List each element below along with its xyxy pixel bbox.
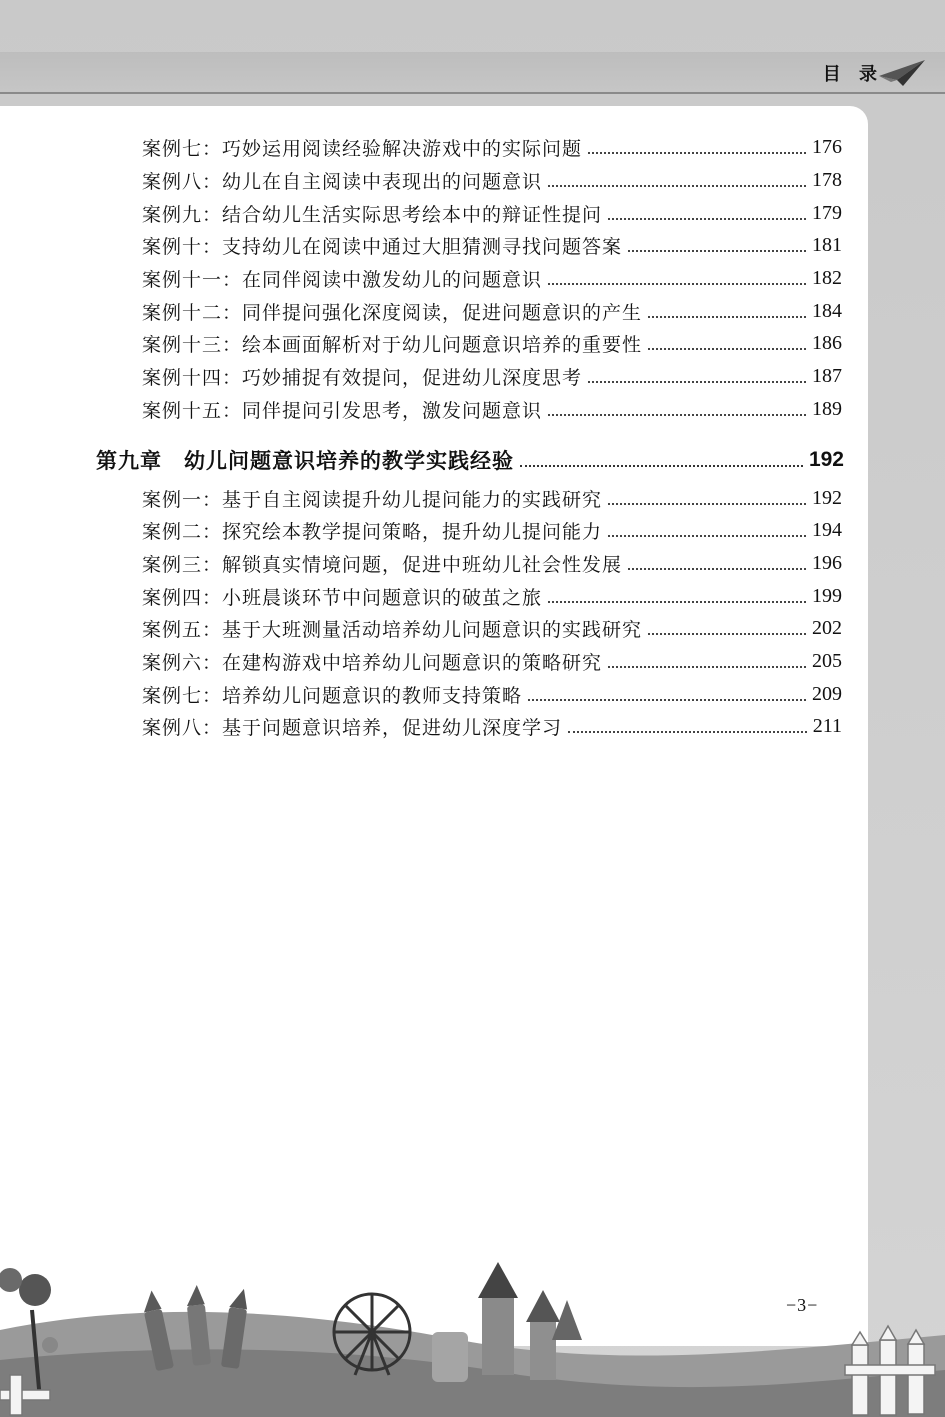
chapter-heading[interactable] — [96, 443, 844, 477]
toc-entry-title: 案例八：幼儿在自主阅读中表现出的问题意识 — [142, 170, 543, 193]
toc-entry[interactable] — [142, 197, 842, 229]
toc-entry[interactable] — [142, 678, 842, 710]
toc-entry-page: 194 — [812, 518, 842, 541]
leader-dots — [608, 662, 806, 668]
leader-dots — [648, 629, 806, 635]
toc-entry[interactable] — [142, 295, 842, 327]
toc-entry[interactable] — [142, 229, 842, 261]
leader-dots — [528, 695, 806, 701]
toc-entry-page: 205 — [812, 649, 842, 672]
leader-dots — [648, 344, 806, 350]
toc-entry[interactable] — [142, 580, 842, 612]
toc-entry-page: 199 — [812, 584, 842, 607]
chapter-page: 192 — [808, 448, 844, 471]
toc-entry[interactable] — [142, 393, 842, 425]
leader-dots — [568, 727, 807, 733]
crayon-icon — [140, 1284, 250, 1371]
toc-entry-page: 209 — [812, 682, 842, 705]
toc-entry-title: 案例十一：在同伴阅读中激发幼儿的问题意识 — [142, 268, 543, 291]
toc-entry-page: 179 — [812, 201, 842, 224]
footer-illustration — [0, 1240, 945, 1417]
toc-entry[interactable] — [142, 360, 842, 392]
toc-entry-page: 186 — [812, 331, 842, 354]
leader-dots — [608, 531, 806, 537]
toc-entry-title: 案例四：小班晨谈环节中问题意识的破茧之旅 — [142, 586, 543, 609]
toc-entry[interactable] — [142, 645, 842, 677]
toc-entry-page: 202 — [812, 616, 842, 639]
toc-entry-page: 176 — [812, 135, 842, 158]
leader-dots — [628, 246, 806, 252]
running-head: 目 录 — [822, 64, 883, 85]
paper-plane-icon — [877, 56, 927, 88]
toc-entry-title: 案例五：基于大班测量活动培养幼儿问题意识的实践研究 — [142, 618, 643, 641]
toc-entry-title: 案例七：培养幼儿问题意识的教师支持策略 — [142, 684, 523, 707]
toc-entry[interactable] — [142, 612, 842, 644]
toc-entry-title: 案例三：解锁真实情境问题，促进中班幼儿社会性发展 — [142, 553, 623, 576]
leader-dots — [548, 279, 806, 285]
toc-entry[interactable] — [142, 327, 842, 359]
toc-entry-page: 196 — [812, 551, 842, 574]
toc-entry-title: 案例九：结合幼儿生活实际思考绘本中的辩证性提问 — [142, 203, 603, 226]
toc-entry-title: 案例二：探究绘本教学提问策略，提升幼儿提问能力 — [142, 520, 603, 543]
leader-dots — [608, 214, 806, 220]
toc-entry-title: 案例十：支持幼儿在阅读中通过大胆猜测寻找问题答案 — [142, 235, 623, 258]
toc-entry-title: 案例七：巧妙运用阅读经验解决游戏中的实际问题 — [142, 137, 583, 160]
chapter-title: 第九章 幼儿问题意识培养的教学实践经验 — [96, 449, 514, 473]
toc-entry[interactable] — [142, 164, 842, 196]
toc-entry[interactable] — [142, 514, 842, 546]
leader-dots — [588, 377, 806, 383]
toc-entry-title: 案例十三：绘本画面解析对于幼儿问题意识培养的重要性 — [142, 333, 643, 356]
toc-entry-page: 182 — [812, 266, 842, 289]
header-band — [0, 52, 945, 94]
leader-dots — [548, 410, 806, 416]
leader-dots — [628, 564, 806, 570]
leader-dots — [608, 499, 806, 505]
toc-entry-title: 案例六：在建构游戏中培养幼儿问题意识的策略研究 — [142, 651, 603, 674]
toc-entry-page: 211 — [812, 714, 842, 737]
toc-entry-page: 184 — [812, 299, 842, 322]
leader-dots — [548, 597, 806, 603]
toc-entry-title: 案例十二：同伴提问强化深度阅读，促进问题意识的产生 — [142, 301, 643, 324]
toc-entry-page: 178 — [812, 168, 842, 191]
toc-entry-title: 案例八：基于问题意识培养，促进幼儿深度学习 — [142, 716, 563, 739]
toc-entry-page: 181 — [812, 233, 842, 256]
leader-dots — [648, 312, 806, 318]
leader-dots — [588, 148, 806, 154]
toc-entry-page: 189 — [812, 397, 842, 420]
toc-entry-page: 187 — [812, 364, 842, 387]
leader-dots — [520, 461, 803, 467]
toc-entry[interactable] — [142, 710, 842, 742]
page-number: −3− — [786, 1295, 819, 1315]
toc-entry-title: 案例十五：同伴提问引发思考，激发问题意识 — [142, 399, 543, 422]
toc-entry-page: 192 — [812, 486, 842, 509]
leader-dots — [548, 181, 806, 187]
toc-entry[interactable] — [142, 547, 842, 579]
toc-entry[interactable] — [142, 262, 842, 294]
toc-entry[interactable] — [142, 482, 842, 514]
toc-entry[interactable] — [142, 131, 842, 163]
toc-entry-title: 案例一：基于自主阅读提升幼儿提问能力的实践研究 — [142, 488, 603, 511]
toc-entry-title: 案例十四：巧妙捕捉有效提问，促进幼儿深度思考 — [142, 366, 583, 389]
